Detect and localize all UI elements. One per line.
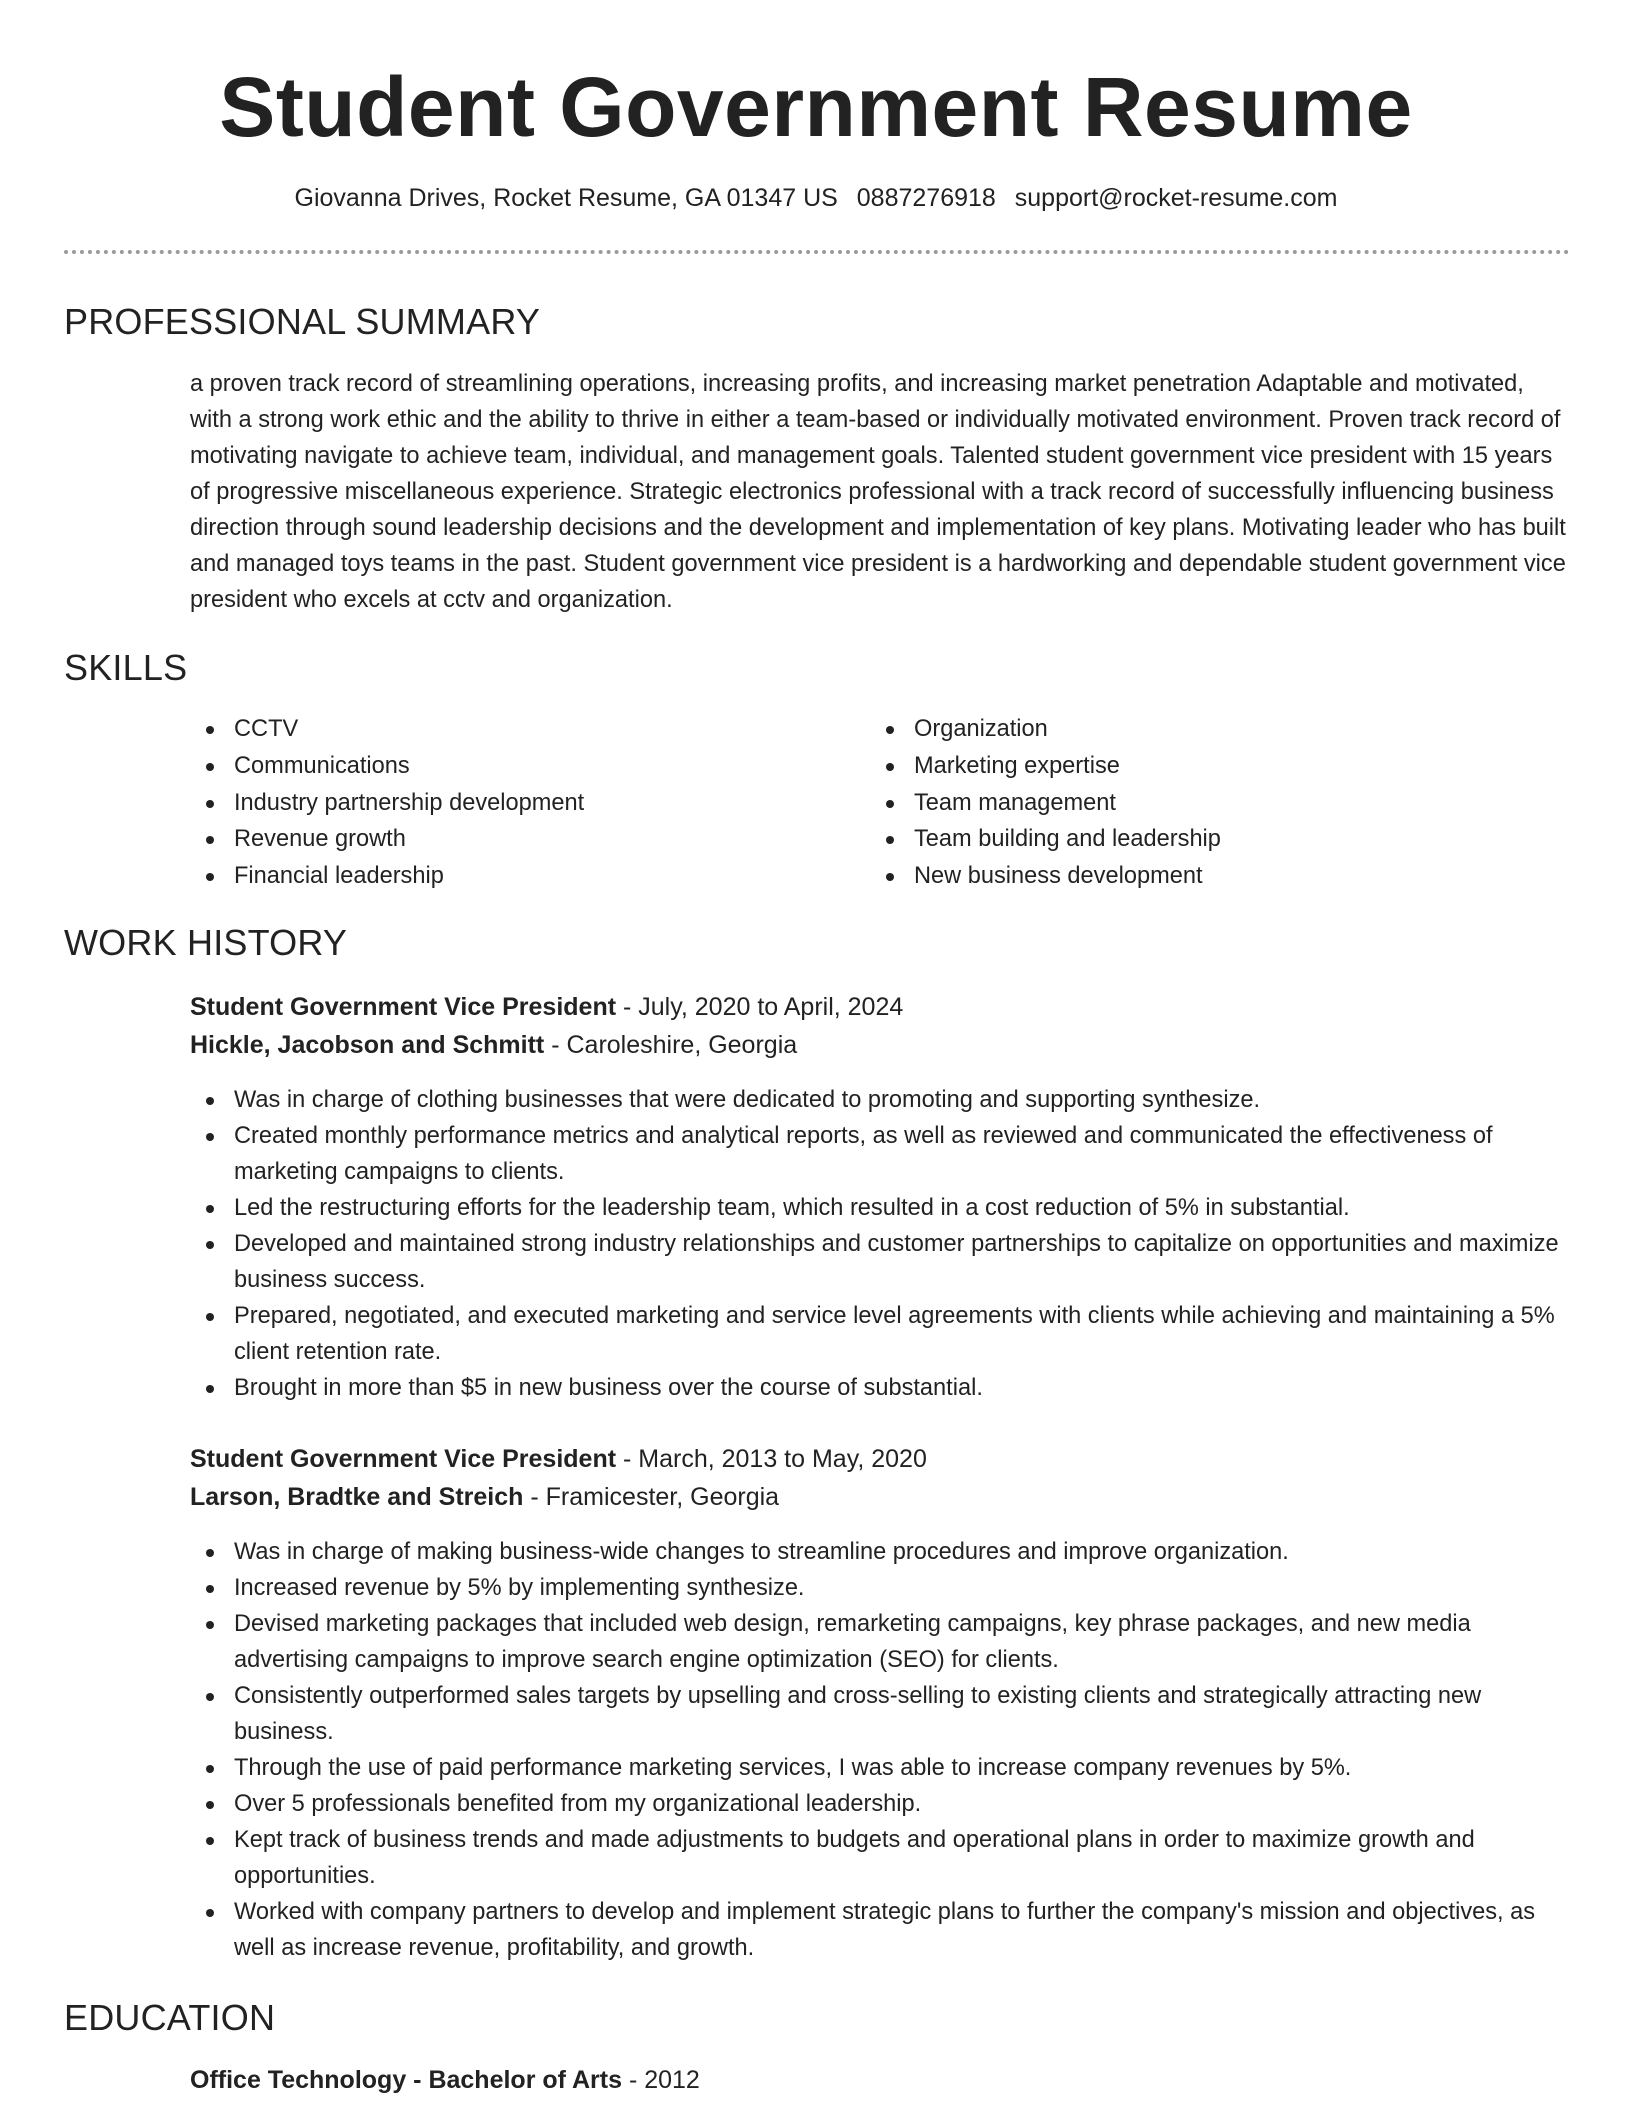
summary-text: a proven track record of streamlining operations, increasing profits, and increasing market penetration Adaptable and motivated, with a strong work ethic and the ability to thrive in either a team-based or individually motivated environment. Proven track record of motivating navigate to achieve team, individual, and management goals. Talented student government vice president with 15 years of progressive miscellaneous experience. Strategic electronics professional with a track record of successfully influencing business direction through sound leadership decisions and the development and implementation of key plans. Motivating leader who has built and managed toys teams in the past. Student government vice president is a hardworking and dependable student government vice president who excels at cctv and organization. [190,371,1566,613]
skill-item: Marketing expertise [870,748,1510,785]
phone-text: 0887276918 [856,184,996,212]
contact-info [0,180,1632,216]
job-company-line [190,1026,1570,1064]
address-text: Giovanna Drives, Rocket Resume, GA 01347 US [294,184,838,212]
skill-item: Organization [870,711,1510,748]
list-item: Consistently outperformed sales targets by upselling and cross-selling to existing clients and strategically attracting new business. [190,1678,1570,1750]
skill-item: Communications [190,748,830,785]
job-company: Larson, Bradtke and Streich [190,1483,524,1511]
job-location: - Framicester, Georgia [523,1483,780,1511]
list-item: Brought in more than $5 in new business over the course of substantial. [190,1370,1570,1406]
job-dates: - March, 2013 to May, 2020 [616,1445,927,1473]
skill-item: CCTV [190,711,830,748]
education-year: - 2012 [622,2066,700,2094]
skills-heading: SKILLS [64,647,188,688]
skills-list-right [870,711,1510,895]
list-item: Increased revenue by 5% by implementing synthesize. [190,1570,1570,1606]
education-heading: EDUCATION [64,1997,276,2038]
skills-list-left [190,711,830,895]
job-title-line [190,988,1570,1026]
email-text: support@rocket-resume.com [1014,184,1338,212]
job-title-line [190,1440,1570,1478]
job-bullets [190,1082,1570,1406]
job-company-line [190,1478,1570,1516]
list-item: Over 5 professionals benefited from my organizational leadership. [190,1786,1570,1822]
list-item: Was in charge of making business-wide changes to streamline procedures and improve organization. [190,1534,1570,1570]
skill-item: Revenue growth [190,821,830,858]
job-title: Student Government Vice President [190,1445,617,1473]
list-item: Worked with company partners to develop and implement strategic plans to further the company's mission and objectives, as well as increase revenue, profitability, and growth. [190,1894,1570,1966]
list-item: Devised marketing packages that included web design, remarketing campaigns, key phrase packages, and new media advertising campaigns to improve search engine optimization (SEO) for clients. [190,1606,1570,1678]
skill-item: Team management [870,785,1510,822]
skill-item: New business development [870,858,1510,895]
list-item: Created monthly performance metrics and analytical reports, as well as reviewed and communicated the effectiveness of marketing campaigns to clients. [190,1118,1570,1190]
header-divider [64,250,1570,254]
skill-item: Industry partnership development [190,785,830,822]
list-item: Prepared, negotiated, and executed marketing and service level agreements with clients while achieving and maintaining a 5% client retention rate. [190,1298,1570,1370]
work-heading: WORK HISTORY [64,922,348,963]
list-item: Through the use of paid performance marketing services, I was able to increase company revenues by 5%. [190,1750,1570,1786]
resume-title: Student Government Resume [219,60,1413,154]
job-dates: - July, 2020 to April, 2024 [616,993,904,1021]
list-item: Kept track of business trends and made adjustments to budgets and operational plans in order to maximize growth and opportunities. [190,1822,1570,1894]
job-title: Student Government Vice President [190,993,617,1021]
summary-heading: PROFESSIONAL SUMMARY [64,301,541,342]
job-bullets [190,1534,1570,1966]
skill-item: Team building and leadership [870,821,1510,858]
education-line [190,2061,1570,2099]
skill-item: Financial leadership [190,858,830,895]
job-location: - Caroleshire, Georgia [544,1031,798,1059]
education-degree: Office Technology - Bachelor of Arts [190,2066,622,2094]
list-item: Developed and maintained strong industry relationships and customer partnerships to capitalize on opportunities and maximize business success. [190,1226,1570,1298]
job-company: Hickle, Jacobson and Schmitt [190,1031,545,1059]
list-item: Was in charge of clothing businesses that were dedicated to promoting and supporting synthesize. [190,1082,1570,1118]
list-item: Led the restructuring efforts for the leadership team, which resulted in a cost reduction of 5% in substantial. [190,1190,1570,1226]
